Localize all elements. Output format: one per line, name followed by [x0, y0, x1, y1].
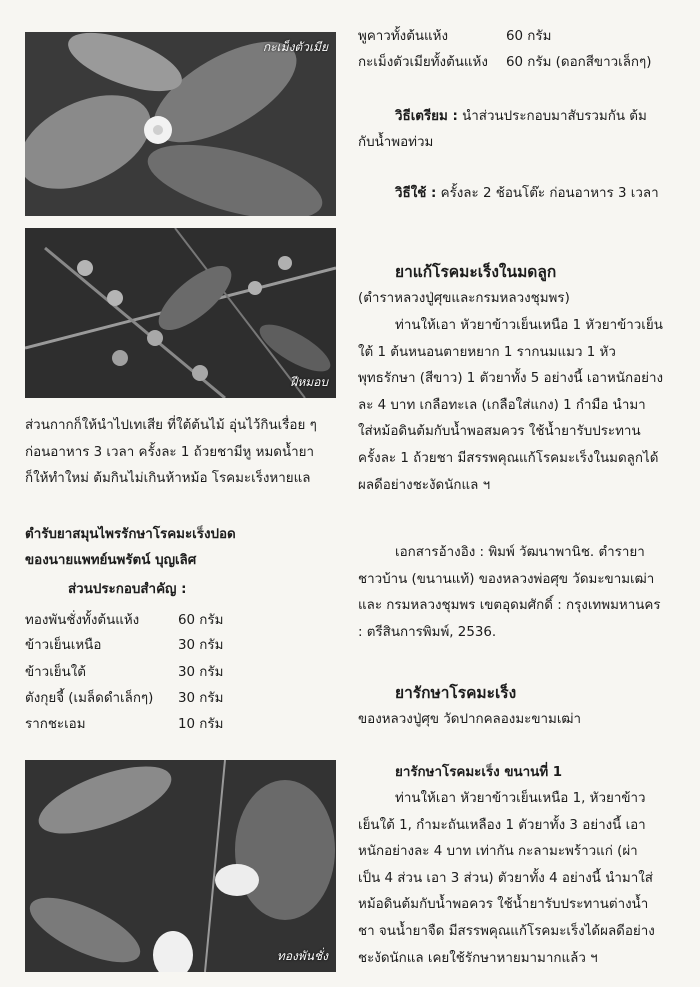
ingredient-name: ข้าวเย็นใต้ — [25, 665, 87, 680]
paragraph-line: ใต้ 1 ต้นหนอนตายหยาก 1 รากนมแมว 1 หัว — [358, 344, 616, 360]
paragraph-line: หนักอย่างละ 4 บาท เท่ากัน กะลามะพร้าวแก่ (ผ่า — [358, 844, 638, 860]
paragraph-line: หม้อดินต้มกับน้ำพอควร ใช้น้ำยารับประทานต่างน้ำ — [358, 897, 649, 913]
paragraph-line: ครั้งละ 1 ถ้วยชา มีสรรพคุณแก้โรคมะเร็งในมดลูกได้ — [358, 450, 659, 466]
paragraph-line: ชะงัดนักแล เคยใช้รักษาหายมามากแล้ว ฯ — [358, 950, 598, 966]
ingredient-amount: 30 กรัม — [178, 691, 224, 706]
paragraph-line: ใส่หม้อดินต้มกับน้ำพอสมควร ใช้น้ำยารับประทาน — [358, 424, 641, 440]
paragraph-line: และ กรมหลวงชุมพร เขตอุดมศักดิ์ : กรุงเทพมหานคร — [358, 598, 661, 614]
uterus-title: ยาแก้โรคมะเร็งในมดลูก — [395, 263, 557, 281]
uterus-subtitle: (ตำราหลวงปู่ศุขและกรมหลวงชุมพร) — [358, 291, 570, 306]
lung-title-1: ตำรับยาสมุนไพรรักษาโรคมะเร็งปอด — [25, 527, 236, 542]
formula-title: ยารักษาโรคมะเร็ง ขนานที่ 1 — [395, 765, 563, 780]
ingredients-label: ส่วนประกอบสำคัญ : — [68, 582, 187, 597]
cancer-title: ยารักษาโรคมะเร็ง — [395, 684, 517, 702]
ingredient-amount: 60 กรัม — [178, 613, 224, 628]
formula-paragraph — [358, 786, 676, 972]
paragraph-line: พุทธรักษา (สีขาว) 1 ตัวยาทั้ง 5 อย่างนี้ เอาหนักอย่าง — [358, 371, 664, 387]
paragraph-line: ชาวบ้าน (ขนานแท้) ของหลวงพ่อศุข วัดมะขามเฒ่า — [358, 571, 655, 587]
ingredient-amount: 30 กรัม — [178, 638, 224, 653]
ingredient-amount: 60 กรัม (ดอกสีขาวเล็กๆ) — [506, 55, 652, 70]
ingredient-name: กะเม็งตัวเมียทั้งต้นแห้ง — [358, 55, 488, 70]
prep-line-2: กับน้ำพอท่วม — [358, 135, 434, 150]
left-paragraph — [25, 413, 340, 493]
photo-kameng — [25, 32, 336, 216]
photo-thongphanchang — [25, 760, 336, 972]
prep-line-1 — [395, 104, 647, 130]
photo-caption: ทองพันชั่ง — [276, 949, 328, 963]
paragraph-line: เย็นใต้ 1, กำมะถันเหลือง 1 ตัวยาทั้ง 3 อย่างนี้ เอา — [358, 817, 646, 833]
paragraph-line: : ตรีสินการพิมพ์, 2536. — [358, 624, 497, 640]
prep-label: วิธีเตรียม : — [395, 109, 458, 124]
paragraph-line: ละ 4 บาท เกลือทะเล (เกลือใส่แกง) 1 กำมือ นำมา — [358, 397, 646, 413]
cancer-subtitle: ของหลวงปู่ศุข วัดปากคลองมะขามเฒ่า — [358, 712, 582, 727]
paragraph-line: ส่วนกากก็ให้นำไปเทเสีย ที่ใต้ต้นไม้ อุ่นไว้กินเรื่อย ๆ — [25, 418, 317, 433]
paragraph-line: เอกสารอ้างอิง : พิมพ์ วัฒนาพานิช. ตำรายา — [395, 545, 645, 560]
use-line — [395, 181, 659, 207]
lung-title-2: ของนายแพทย์นพรัตน์ บุญเลิศ — [25, 553, 197, 568]
uterus-paragraph — [358, 313, 676, 499]
paragraph-line: ท่านให้เอา หัวยาข้าวเย็นเหนือ 1 หัวยาข้าวเย็น — [395, 318, 663, 333]
ingredient-name: ทองพันชั่งทั้งต้นแห้ง — [25, 613, 140, 628]
ingredient-name: ข้าวเย็นเหนือ — [25, 638, 102, 653]
ingredient-amount: 30 กรัม — [178, 665, 224, 680]
ingredient-amount: 10 กรัม — [178, 717, 224, 732]
photo-caption: กะเม็งตัวเมีย — [262, 40, 328, 54]
paragraph-line: ผลดีอย่างชะงัดนักแล ฯ — [358, 477, 491, 493]
paragraph-line: ก่อนอาหาร 3 เวลา ครั้งละ 1 ถ้วยชามีหู หมดน้ำยา — [25, 444, 315, 460]
use-label: วิธีใช้ : — [395, 186, 437, 201]
reference-paragraph — [358, 540, 676, 646]
photo-caption: ฝีหมอบ — [290, 375, 328, 389]
ingredient-name: รากชะเอม — [25, 717, 86, 732]
paragraph-line: ก็ให้ทำใหม่ ต้มกินไม่เกินห้าหม้อ โรคมะเร็งหายแล — [25, 471, 311, 487]
ingredient-amount: 60 กรัม — [506, 29, 552, 44]
ingredient-name: พูคาวทั้งต้นแห้ง — [358, 29, 449, 44]
paragraph-line: ท่านให้เอา หัวยาข้าวเย็นเหนือ 1, หัวยาข้าว — [395, 791, 646, 806]
photo-fimob — [25, 228, 336, 398]
prep-text: นำส่วนประกอบมาสับรวมกัน ต้ม — [462, 109, 647, 124]
paragraph-line: เป็น 4 ส่วน เอา 3 ส่วน) ตัวยาทั้ง 4 อย่างนี้ นำมาใส่ — [358, 870, 653, 886]
paragraph-line: ชา จนน้ำยาจืด มีสรรพคุณแก้โรคมะเร็งได้ผลดีอย่าง — [358, 923, 655, 939]
ingredient-name: ตังกุยจี้ (เมล็ดดำเล็กๆ) — [25, 691, 154, 706]
use-text: ครั้งละ 2 ช้อนโต๊ะ ก่อนอาหาร 3 เวลา — [440, 186, 659, 201]
